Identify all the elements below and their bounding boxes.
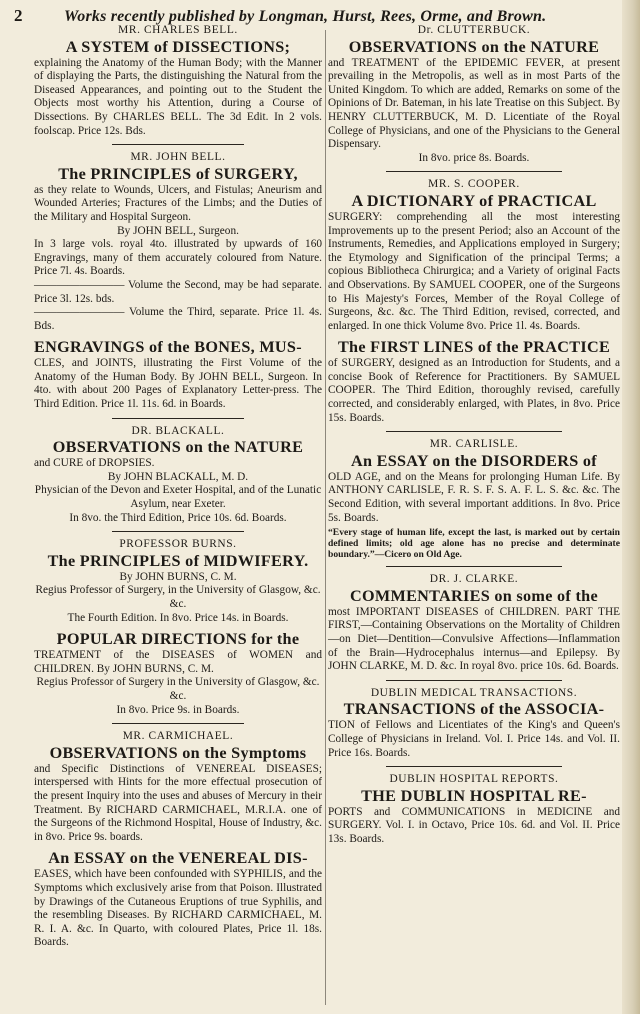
entry-description: and CURE of DROPSIES.: [34, 457, 155, 470]
entry-title: An ESSAY on the DISORDERS of: [350, 451, 598, 470]
entry-bell-surgery: [34, 151, 322, 333]
entry-price: In 8vo. Price 9s. in Boards.: [116, 703, 240, 716]
entry-price: In 8vo. price 8s. Boards.: [418, 151, 530, 164]
entry-clarke: [328, 573, 620, 674]
entry-author: MR. CHARLES BELL.: [118, 24, 238, 36]
entry-title: The PRINCIPLES of MIDWIFERY.: [47, 551, 309, 570]
entry-author: Dr. CLUTTERBUCK.: [417, 24, 531, 36]
entry-description: most IMPORTANT DISEASES of CHILDREN. PART THE FIRST,—Containing Observations on the Mortality of Children—on Diet—Dentition—Convulsive Affections—Inflammation of the Brain—Hydrocephalus internus—and Epilepsy. By JOHN CLARKE, M. D. &c. In royal 8vo. price 10s. 6d. Boards.: [328, 605, 620, 673]
entry-byline: By JOHN BELL, Surgeon.: [117, 224, 239, 237]
entry-carlisle: [328, 438, 620, 560]
entry-byline: By JOHN BLACKALL, M. D.: [107, 470, 249, 483]
entry-title: ENGRAVINGS of the BONES, MUS-: [34, 338, 302, 357]
entry-title: THE DUBLIN HOSPITAL RE-: [361, 786, 587, 805]
entry-author: MR. S. COOPER.: [428, 178, 520, 191]
entry-cooper-dictionary: [328, 178, 620, 333]
page-edge-shadow: [622, 0, 640, 1014]
entry-byline: By JOHN BURNS, C. M.: [119, 570, 237, 583]
entry-burns-popular: [34, 631, 322, 717]
right-column: [328, 24, 620, 853]
entry-author: MR. JOHN BELL.: [130, 151, 226, 164]
entry-description: TION of Fellows and Licentiates of the King's and Queen's College of Physicians in Ireland. Vol. I. Price 14s. and Vol. II. Price 16s. Boards.: [328, 719, 620, 759]
entry-description: EASES, which have been confounded with SYPHILIS, and the Symptoms which exclusively arise from that Poison. Illustrated by Drawings of the Cutaneous Eruptions of true Syphilis, and the resembling Diseases. By RICHARD CARMICHAEL, M. R. I. A. &c. In Quarto, with coloured Plates, Price 1l. 18s. Boards.: [34, 868, 322, 949]
entry-author: DR. J. CLARKE.: [429, 573, 519, 586]
entry-title: The FIRST LINES of the PRACTICE: [337, 338, 611, 357]
section-rule: [112, 723, 244, 724]
entry-description: as they relate to Wounds, Ulcers, and Fistulas; Aneurism and Wounded Arteries; Fractures of the Limbs; and the Duties of the Military and Hospital Surgeon.: [34, 183, 322, 223]
entry-burns-midwifery: [34, 538, 322, 625]
section-rule: [112, 144, 244, 145]
entry-description: and TREATMENT of the EPIDEMIC FEVER, at present prevailing in the Metropolis, as well as in most Parts of the United Kingdom. To which are added, Remarks on some of the Opinions of Dr. Bateman, in his late Treatise on this Subject. By HENRY CLUTTERBUCK, M. D. Licentiate of the Royal College of Physicians, and one of the Physicians to the General Dispensary.: [328, 56, 620, 151]
entry-volume-two: ———————— Volume the Second, may be had separate. Price 3l. 12s. bds.: [34, 278, 322, 305]
entry-author: MR. CARLISLE.: [429, 438, 519, 451]
entry-description: TREATMENT of the DISEASES of WOMEN and CHILDREN. By JOHN BURNS, C. M.: [34, 649, 322, 675]
entry-description: of SURGERY, designed as an Introduction for Students, and a concise Book of Reference for Practitioners. By SAMUEL COOPER. The Third Edition, thoroughly revised, carefully corrected, and considerably enlarged, with Plates, in 8vo. Price 15s. Boards.: [328, 357, 620, 424]
entry-title: TRANSACTIONS of the ASSOCIA-: [343, 700, 605, 719]
section-rule: [112, 418, 244, 419]
entry-description: and Specific Distinctions of VENEREAL DISEASES; interspersed with Hints for the more effectual prosecution of the present Inquiry into the uses and abuses of Mercury in their Treatment. By RICHARD CARMICHAEL, M.R.I.A. one of the Surgeons of the Richmond Hospital, House of Industry, &c. in 8vo. Price 9s. boards.: [34, 762, 322, 843]
entry-title: OBSERVATIONS on the Symptoms: [49, 743, 307, 762]
entry-clutterbuck: [328, 24, 620, 165]
entry-description: SURGERY: comprehending all the most interesting Improvements up to the present Period; also an Account of the Instruments, Remedies, and Applications employed in Surgery; the Etymology and Signification of the principal Terms; a copious Bibliotheca Chirurgica; and a Variety of original Facts and Observations. By SAMUEL COOPER, one of the Surgeons to His Majesty's Forces, Member of the Royal College of Surgeons, &c. &c. The Third Edition, revised, corrected, and enlarged. In one thick Volume 8vo. Price 1l. 4s. Boards.: [328, 210, 620, 332]
entry-details: Regius Professor of Surgery in the University of Glasgow, &c. &c.: [36, 676, 320, 702]
left-column: [34, 24, 322, 956]
entry-price: The Fourth Edition. In 8vo. Price 14s. in Boards.: [67, 611, 289, 624]
running-title: Works recently published by Longman, Hurst, Rees, Orme, and Brown.: [64, 8, 547, 25]
entry-description: CLES, and JOINTS, illustrating the First Volume of the Anatomy of the Human Body. By JOHN BELL, Surgeon. In 4to. with about 200 Pages of Explanatory Letter-press. The Third Edition. Price 1l. 11s. 6d. in Boards.: [34, 357, 322, 411]
entry-title: A SYSTEM of DISSECTIONS;: [65, 37, 291, 56]
section-rule: [386, 431, 561, 432]
section-rule: [386, 171, 561, 172]
entry-title: The PRINCIPLES of SURGERY,: [58, 164, 298, 183]
entry-author: DUBLIN HOSPITAL REPORTS.: [389, 773, 559, 786]
entry-title: OBSERVATIONS on the NATURE: [52, 438, 304, 457]
section-rule: [386, 680, 561, 681]
section-rule: [112, 531, 244, 532]
page-number: 2: [14, 6, 23, 25]
column-divider: [325, 30, 326, 1005]
entry-dublin-medical-transactions: [328, 687, 620, 760]
entry-author: DR. BLACKALL.: [131, 424, 225, 437]
entry-title: A DICTIONARY of PRACTICAL: [351, 191, 597, 210]
section-rule: [386, 566, 561, 567]
entry-title: OBSERVATIONS on the NATURE: [348, 37, 600, 56]
entry-bell-dissections: [34, 24, 322, 138]
entry-title: COMMENTARIES on some of the: [350, 586, 598, 605]
entry-author: PROFESSOR BURNS.: [119, 538, 237, 551]
entry-description: OLD AGE, and on the Means for prolonging Human Life. By ANTHONY CARLISLE, F. R. S. F. S. A. F. L. S. &c. &c. The Second Edition, with several important additions. In 8vo. Price 5s. Boards.: [328, 470, 620, 524]
entry-price: In 8vo. the Third Edition, Price 10s. 6d. Boards.: [69, 511, 287, 524]
entry-carmichael-essay: [34, 850, 322, 950]
entry-author: DUBLIN MEDICAL TRANSACTIONS.: [370, 686, 578, 699]
entry-details: In 3 large vols. royal 4to. illustrated by upwards of 160 Engravings, many of them accurately coloured from Nature. Price 7l. 4s. Boards.: [34, 238, 322, 278]
entry-description: explaining the Anatomy of the Human Body; with the Manner of displaying the Parts, the distinguishing the Natural from the Diseased Appearances, and pointing out to the Student the Objects most worthy his Attention, during a Course of Dissections. By CHARLES BELL. The 3d Edit. In 2 vols. foolscap. Price 12s. Bds.: [34, 56, 322, 137]
entry-quotation: “Every stage of human life, except the last, is marked out by certain defined limits; old age alone has no precise and determinate boundary.”—Cicero on Old Age.: [328, 527, 620, 561]
entry-author: MR. CARMICHAEL.: [122, 730, 234, 743]
entry-details: Regius Professor of Surgery, in the University of Glasgow, &c. &c.: [35, 584, 321, 610]
section-rule: [386, 766, 561, 767]
entry-cooper-first-lines: [328, 339, 620, 425]
entry-carmichael-observations: [34, 730, 322, 844]
entry-blackall: [34, 425, 322, 526]
entry-title: An ESSAY on the VENEREAL DIS-: [48, 849, 308, 868]
entry-dublin-hospital-reports: [328, 773, 620, 846]
entry-details: Physician of the Devon and Exeter Hospital, and of the Lunatic Asylum, near Exeter.: [34, 484, 322, 511]
entry-volume-three: ———————— Volume the Third, separate. Price 1l. 4s. Bds.: [34, 306, 322, 332]
entry-description: PORTS and COMMUNICATIONS in MEDICINE and SURGERY. Vol. I. in Octavo, Price 10s. 6d. and Vol. II. Price 13s. Boards.: [328, 805, 620, 845]
entry-title: POPULAR DIRECTIONS for the: [56, 630, 300, 649]
entry-bell-engravings: [34, 339, 322, 411]
